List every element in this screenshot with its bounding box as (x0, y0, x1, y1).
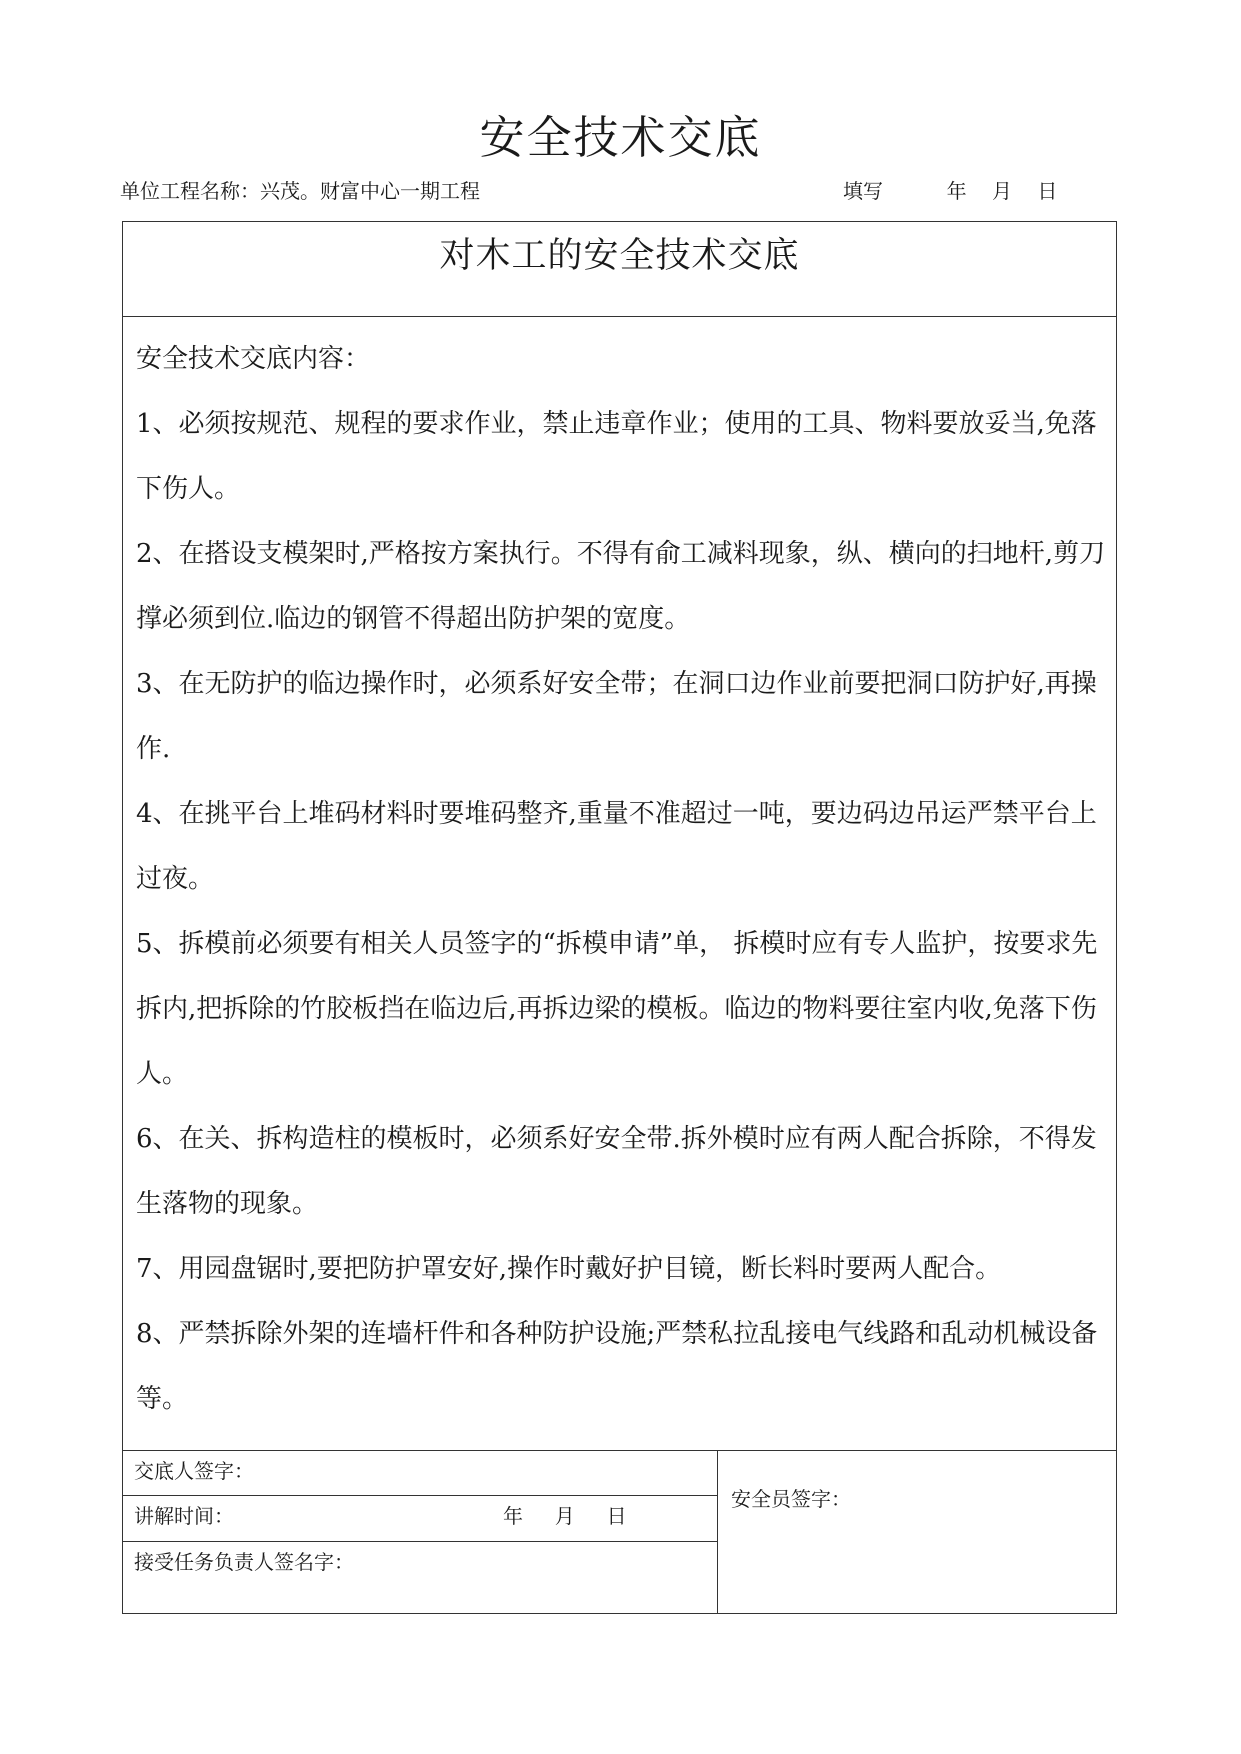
content-item: 7、用园盘锯时,要把防护罩安好,操作时戴好护目镜，断长料时要两人配合。 (136, 1254, 1002, 1284)
explain-time-label: 讲解时间： (134, 1504, 234, 1528)
content-label: 安全技术交底内容： (136, 344, 371, 374)
project-name: 单位工程名称：兴茂。财富中心一期工程 (120, 179, 480, 203)
signature-divider (122, 1450, 1117, 1451)
content-item: 8、严禁拆除外架的连墙杆件和各种防护设施;严禁私拉乱接电气线路和乱动机械设备等。 (136, 1319, 1098, 1414)
signature-column-divider (717, 1450, 718, 1614)
fill-date: 填写 年 月 日 (843, 179, 1058, 203)
content-item: 2、在搭设支模架时,严格按方案执行。不得有俞工减料现象，纵、横向的扫地杆,剪刀撑必须到位.临边的钢管不得超出防护架的宽度。 (136, 539, 1106, 634)
signature-row-divider (122, 1541, 717, 1542)
content-item: 1、必须按规范、规程的要求作业，禁止违章作业；使用的工具、物料要放妥当,免落下伤人。 (136, 409, 1097, 504)
explain-date: 年 月 日 (503, 1504, 627, 1528)
content-item: 3、在无防护的临边操作时，必须系好安全带；在洞口边作业前要把洞口防护好,再操作. (136, 669, 1097, 764)
content-item: 5、拆模前必须要有相关人员签字的“拆模申请”单， 拆模时应有专人监护，按要求先拆内,把拆除的竹胶板挡在临边后,再拆边梁的模板。临边的物料要往室内收,免落下伤人。 (136, 929, 1098, 1089)
content-item: 4、在挑平台上堆码材料时要堆码整齐,重量不准超过一吨，要边码边吊运严禁平台上过夜。 (136, 799, 1097, 894)
disclosure-content (136, 327, 1108, 1432)
content-item: 6、在关、拆构造柱的模板时，必须系好安全带.拆外模时应有两人配合拆除，不得发生落物的现象。 (136, 1124, 1097, 1219)
safety-officer-signature-label: 安全员签字： (731, 1487, 851, 1511)
discloser-signature-label: 交底人签字： (134, 1459, 254, 1483)
receiver-signature-label: 接受任务负责人签名字： (134, 1550, 354, 1574)
heading-divider (122, 316, 1117, 317)
signature-row-divider (122, 1495, 717, 1496)
document-title: 安全技术交底 (479, 111, 762, 164)
table-heading: 对木工的安全技术交底 (439, 236, 800, 276)
